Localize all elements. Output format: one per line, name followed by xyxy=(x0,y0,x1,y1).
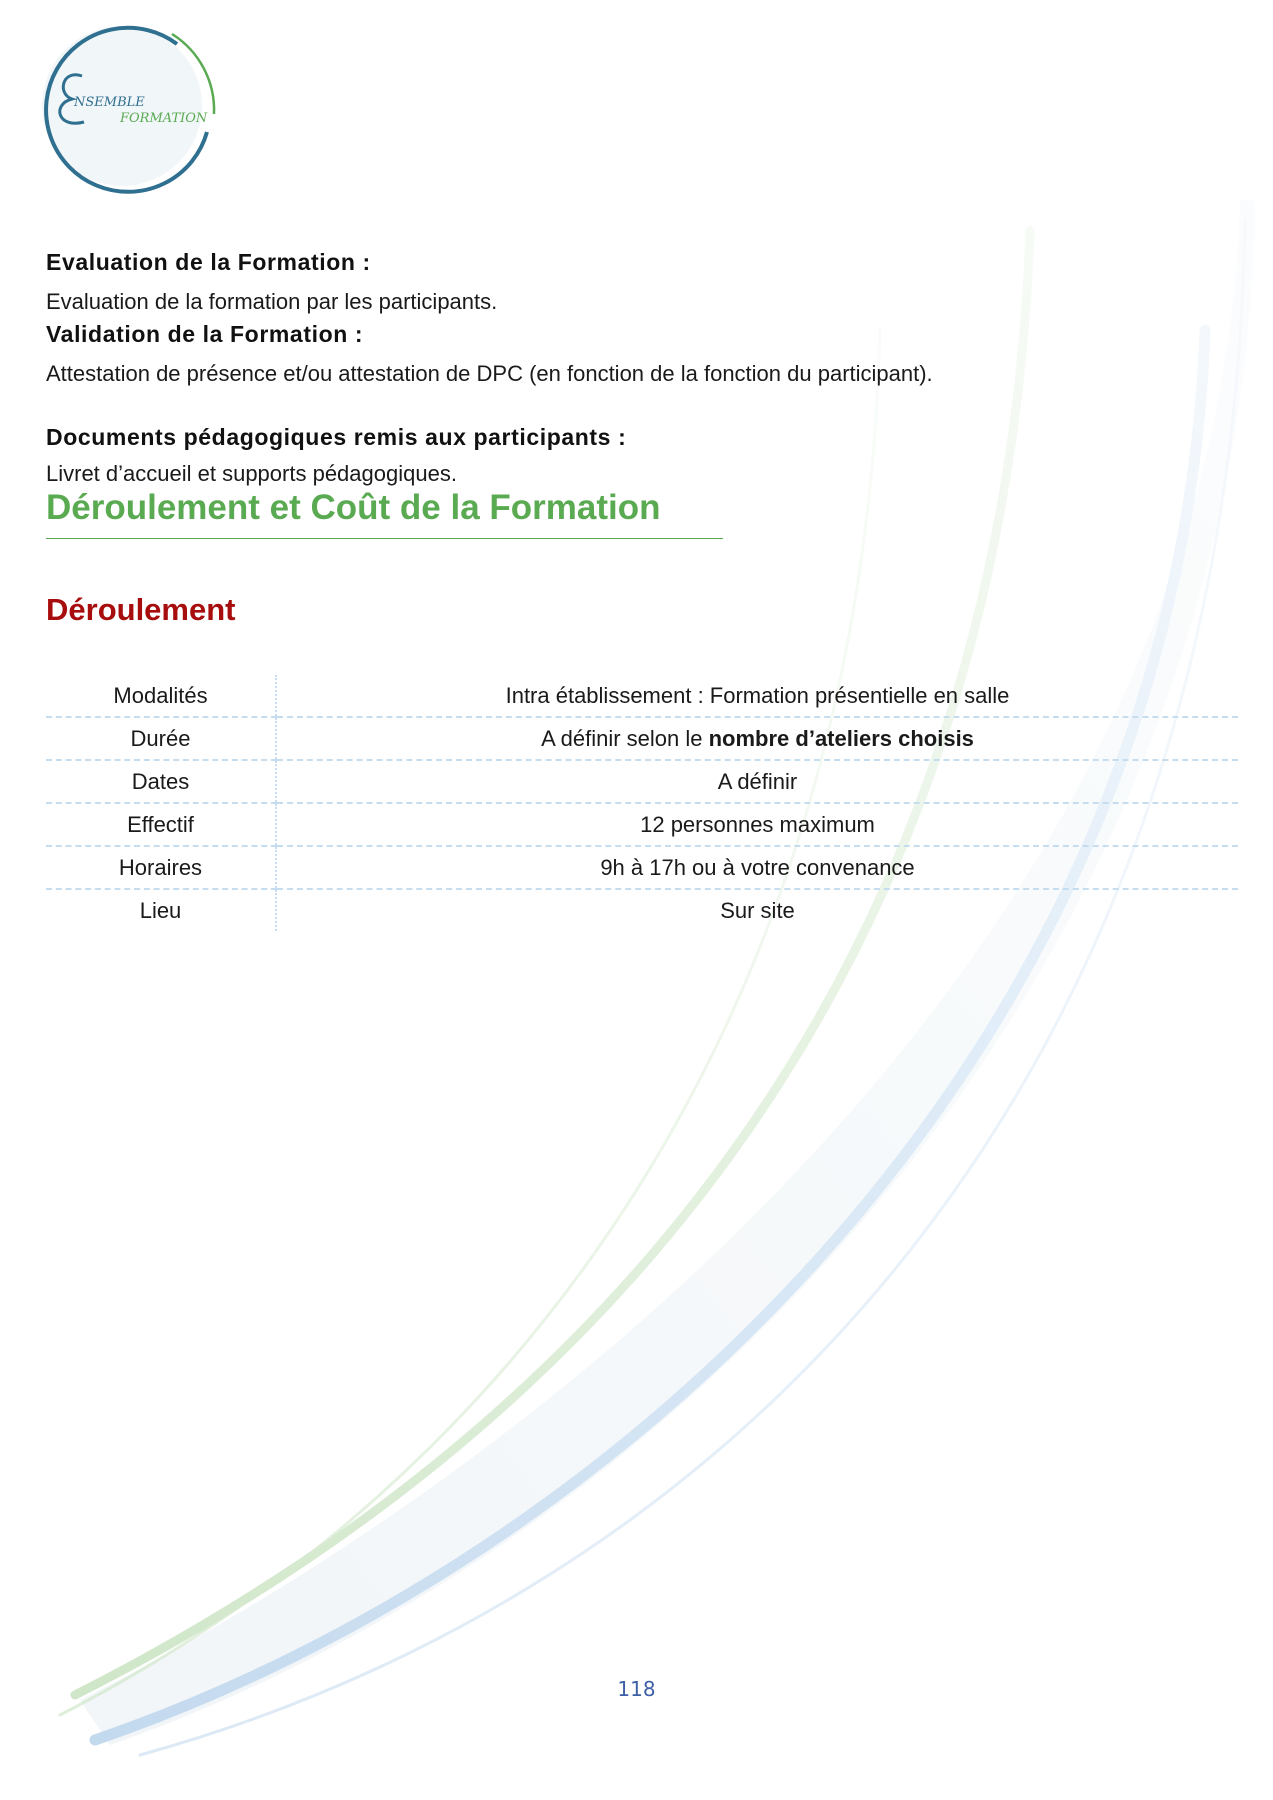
row-value-bold: nombre d’ateliers choisis xyxy=(708,725,974,751)
row-value: Intra établissement : Formation présentielle en salle xyxy=(505,682,1010,708)
row-label: Horaires xyxy=(46,846,276,889)
validation-heading: Validation de la Formation : xyxy=(46,321,364,347)
svg-text:FORMATION: FORMATION xyxy=(120,111,208,126)
title-underline xyxy=(46,538,723,539)
table-row xyxy=(46,889,1238,931)
page-number: 118 xyxy=(617,1677,656,1701)
row-value: 12 personnes maximum xyxy=(276,803,1238,846)
row-label: Modalités xyxy=(46,675,276,717)
table-row xyxy=(46,760,1238,803)
row-value: A définir xyxy=(276,760,1238,803)
sub-title: Déroulement xyxy=(46,592,236,627)
row-label: Effectif xyxy=(46,803,276,846)
table-row xyxy=(46,846,1238,889)
validation-text: Attestation de présence et/ou attestation de DPC (en fonction de la fonction du participant). xyxy=(46,361,933,386)
table-row xyxy=(46,717,1238,760)
row-value: Sur site xyxy=(276,889,1238,931)
evaluation-text: Evaluation de la formation par les participants. xyxy=(46,289,498,314)
documents-text: Livret d’accueil et supports pédagogiques. xyxy=(46,461,457,486)
deroulement-table xyxy=(46,675,1238,931)
ensemble-formation-logo xyxy=(22,14,227,194)
row-value: 9h à 17h ou à votre convenance xyxy=(276,846,1238,889)
row-label: Dates xyxy=(46,760,276,803)
main-title: Déroulement et Coût de la Formation xyxy=(46,488,661,527)
row-value xyxy=(276,717,1238,760)
row-value-prefix: A définir selon le xyxy=(541,725,709,751)
table-row xyxy=(46,803,1238,846)
evaluation-heading: Evaluation de la Formation : xyxy=(46,249,371,275)
table-row xyxy=(46,675,1238,717)
documents-heading: Documents pédagogiques remis aux participants : xyxy=(46,424,627,450)
row-label: Lieu xyxy=(46,889,276,931)
row-label: Durée xyxy=(46,717,276,760)
svg-text:NSEMBLE: NSEMBLE xyxy=(74,95,145,110)
